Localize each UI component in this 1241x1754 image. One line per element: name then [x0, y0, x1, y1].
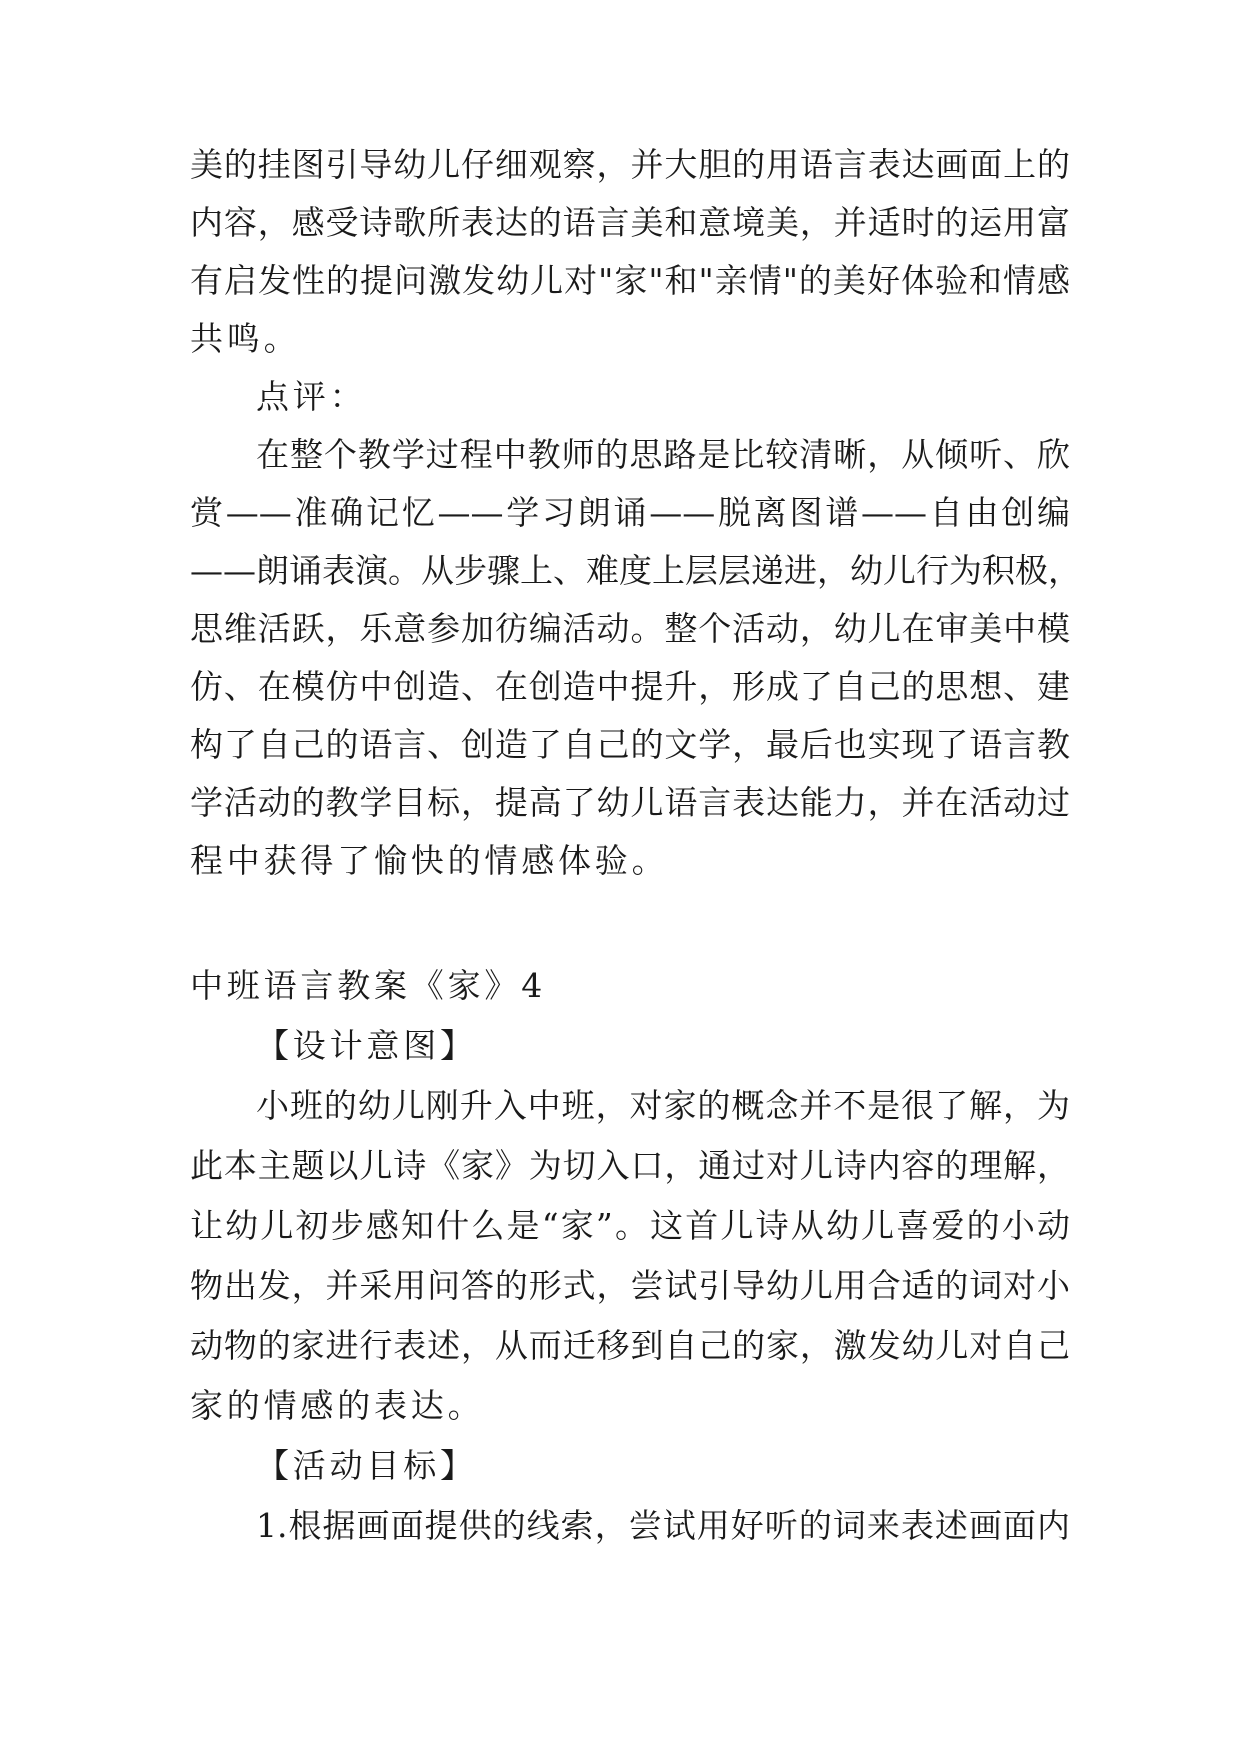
section-title: 中班语言教案《家》4 — [190, 966, 546, 1005]
review-label: 点评： — [256, 377, 367, 416]
review-line: 构了自己的语言、创造了自己的文学，最后也实现了语言教 — [190, 725, 1070, 764]
goal-item: 1.根据画面提供的线索，尝试用好听的词来表述画面内 — [256, 1506, 1070, 1545]
paragraph-line: 共鸣。 — [190, 319, 301, 358]
design-line: 让幼儿初步感知什么是“家”。这首儿诗从幼儿喜爱的小动 — [190, 1206, 1070, 1245]
design-line: 动物的家进行表述，从而迁移到自己的家，激发幼儿对自己 — [190, 1326, 1070, 1365]
review-line: 思维活跃，乐意参加彷编活动。整个活动，幼儿在审美中模 — [190, 609, 1070, 648]
design-line: 物出发，并采用问答的形式，尝试引导幼儿用合适的词对小 — [190, 1266, 1070, 1305]
review-line: 程中获得了愉快的情感体验。 — [190, 841, 669, 880]
review-line: 仿、在模仿中创造、在创造中提升，形成了自己的思想、建 — [190, 667, 1070, 706]
design-line: 此本主题以儿诗《家》为切入口，通过对儿诗内容的理解， — [190, 1146, 1070, 1185]
paragraph-line: 内容，感受诗歌所表达的语言美和意境美，并适时的运用富 — [190, 203, 1070, 242]
design-line: 小班的幼儿刚升入中班，对家的概念并不是很了解，为 — [256, 1086, 1070, 1125]
review-line: 赏——准确记忆——学习朗诵——脱离图谱——自由创编 — [190, 493, 1070, 532]
review-line: ——朗诵表演。从步骤上、难度上层层递进，幼儿行为积极， — [190, 551, 1081, 590]
paragraph-line: 有启发性的提问激发幼儿对"家"和"亲情"的美好体验和情感 — [190, 261, 1070, 300]
goals-heading: 【活动目标】 — [256, 1446, 477, 1485]
design-heading: 【设计意图】 — [256, 1026, 477, 1065]
review-line: 在整个教学过程中教师的思路是比较清晰，从倾听、欣 — [256, 435, 1070, 474]
paragraph-line: 美的挂图引导幼儿仔细观察，并大胆的用语言表达画面上的 — [190, 145, 1070, 184]
design-line: 家的情感的表达。 — [190, 1386, 485, 1425]
review-line: 学活动的教学目标，提高了幼儿语言表达能力，并在活动过 — [190, 783, 1070, 822]
